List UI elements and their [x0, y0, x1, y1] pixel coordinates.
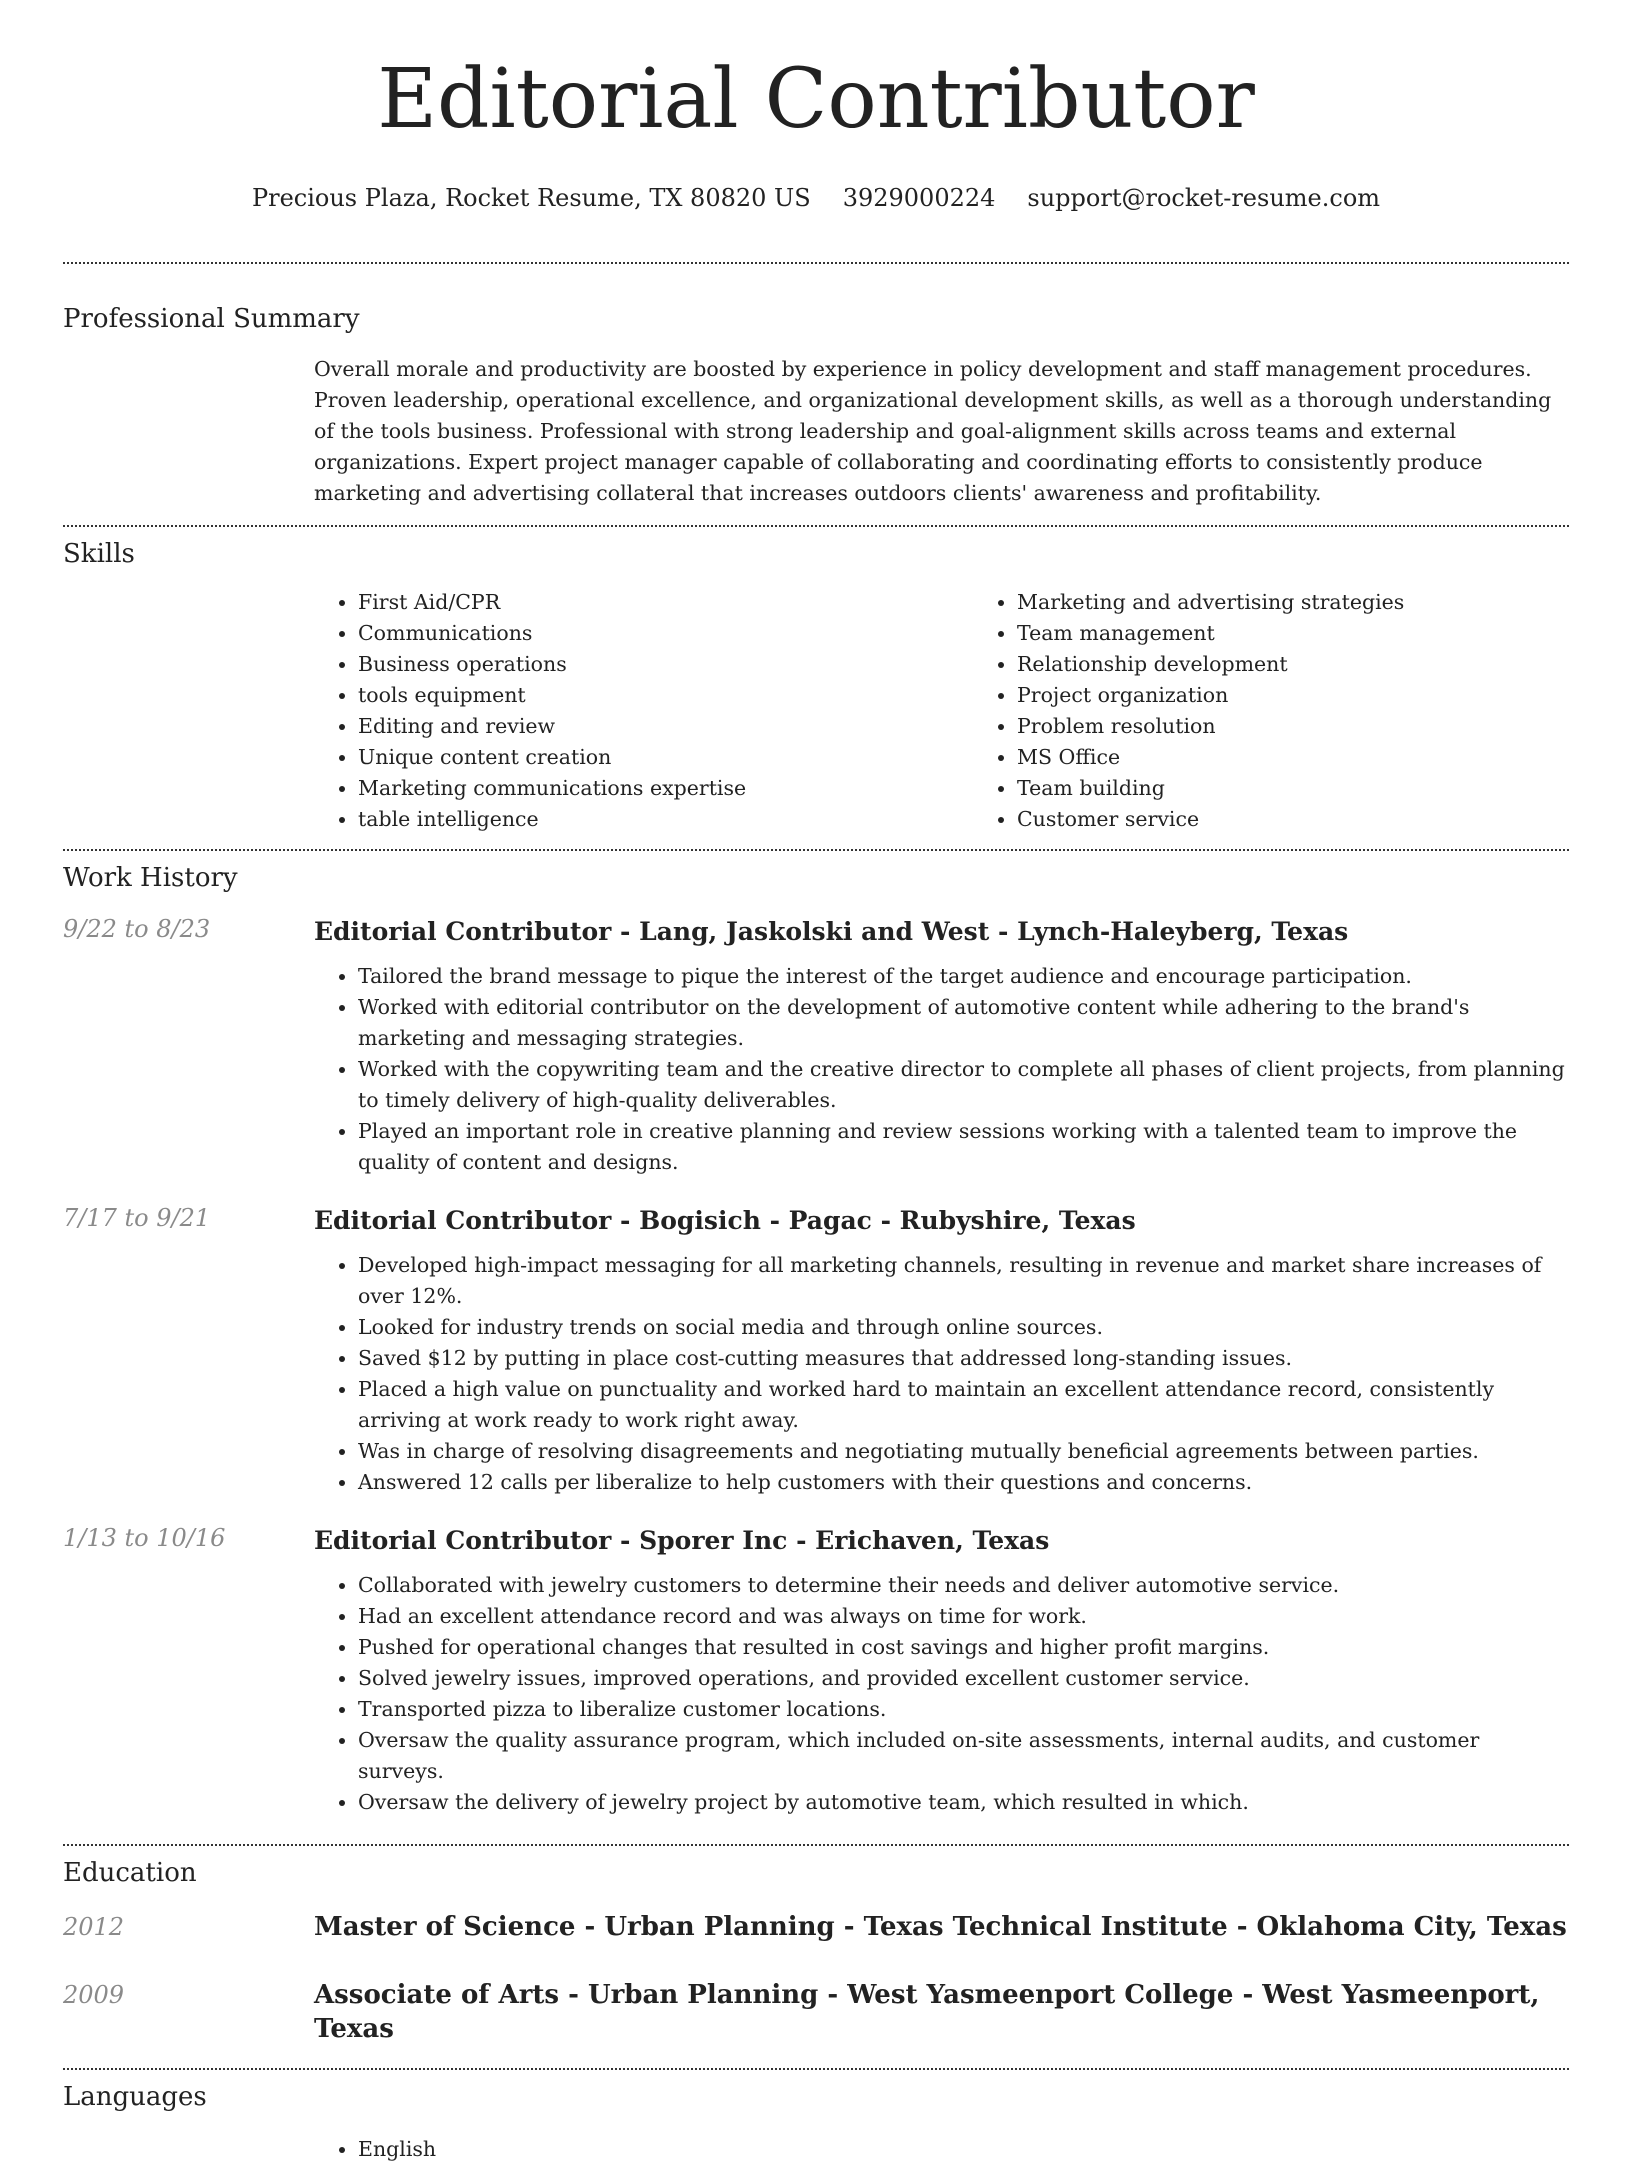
- skill-item: • Project organization: [1017, 680, 1632, 711]
- language-item: • English: [358, 2134, 1569, 2165]
- job-bullets: [314, 1250, 1569, 1498]
- job-bullet: • Played an important role in creative planning and review sessions working with a talented team to improve the quality of content and designs.: [358, 1116, 1569, 1178]
- job-dates: 1/13 to 10/16: [63, 1524, 226, 1552]
- address: Precious Plaza, Rocket Resume, TX 80820 US: [251, 184, 811, 212]
- job-bullet: • Oversaw the delivery of jewelry project by automotive team, which resulted in which.: [358, 1787, 1569, 1818]
- skill-item: • Problem resolution: [1017, 711, 1632, 742]
- skill-item: • Marketing and advertising strategies: [1017, 587, 1632, 618]
- languages-section: [63, 2070, 1569, 2165]
- job-dates: 9/22 to 8/23: [63, 915, 211, 943]
- job-bullet: • Developed high-impact messaging for all marketing channels, resulting in revenue and market share increases of over 12%.: [358, 1250, 1569, 1312]
- job-bullets: [314, 1570, 1569, 1818]
- skills-section: [63, 527, 1569, 835]
- job-entry: [63, 1204, 1569, 1498]
- education-title: Associate of Arts - Urban Planning - West Yasmeenport College - West Yasmeenport, Texas: [314, 1980, 1540, 2044]
- job-bullet: • Placed a high value on punctuality and worked hard to maintain an excellent attendance record, consistently arriving at work ready to work right away.: [358, 1374, 1569, 1436]
- education-title: Master of Science - Urban Planning - Texas Technical Institute - Oklahoma City, Texas: [314, 1912, 1567, 1942]
- skill-item: • tools equipment: [358, 680, 973, 711]
- education-section: [63, 1846, 1569, 2046]
- job-bullet: • Tailored the brand message to pique the interest of the target audience and encourage participation.: [358, 961, 1569, 992]
- job-bullet: • Transported pizza to liberalize customer locations.: [358, 1694, 1569, 1725]
- education-year: 2009: [63, 1981, 125, 2009]
- job-bullet: • Pushed for operational changes that resulted in cost savings and higher profit margins.: [358, 1632, 1569, 1663]
- job-bullets: [314, 961, 1569, 1178]
- skill-item: • Communications: [358, 618, 973, 649]
- skill-item: • Team management: [1017, 618, 1632, 649]
- skill-item: • Editing and review: [358, 711, 973, 742]
- skill-item: • First Aid/CPR: [358, 587, 973, 618]
- candidate-name: Editorial Contributor: [377, 52, 1255, 147]
- job-bullet: • Had an excellent attendance record and was always on time for work.: [358, 1601, 1569, 1632]
- job-title: Editorial Contributor - Bogisich - Pagac - Rubyshire, Texas: [314, 1206, 1136, 1235]
- job-bullet: • Solved jewelry issues, improved operations, and provided excellent customer service.: [358, 1663, 1569, 1694]
- contact-line: [0, 184, 1632, 212]
- section-title-languages: Languages: [63, 2082, 207, 2112]
- job-title: Editorial Contributor - Sporer Inc - Erichaven, Texas: [314, 1526, 1050, 1555]
- skill-item: • Team building: [1017, 773, 1632, 804]
- skills-list-1: [314, 587, 973, 835]
- job-dates: 7/17 to 9/21: [63, 1204, 211, 1232]
- education-entry: [63, 1910, 1569, 1944]
- section-title-skills: Skills: [63, 539, 135, 569]
- skill-item: • Customer service: [1017, 804, 1632, 835]
- job-bullet: • Looked for industry trends on social media and through online sources.: [358, 1312, 1569, 1343]
- section-title-work: Work History: [63, 863, 238, 893]
- skill-item: • table intelligence: [358, 804, 973, 835]
- job-title: Editorial Contributor - Lang, Jaskolski and West - Lynch-Haleyberg, Texas: [314, 917, 1349, 946]
- summary-text: Overall morale and productivity are boosted by experience in policy development and staff management procedures. Proven leadership, operational excellence, and organizational development skills, as well as a thorough understanding of the tools business. Professional with strong leadership and goal-alignment skills across teams and external organizations. Expert project manager capable of collaborating and coordinating efforts to consistently produce marketing and advertising collateral that increases outdoors clients' awareness and profitability.: [314, 357, 1552, 505]
- job-entry: [63, 1524, 1569, 1818]
- email: support@rocket-resume.com: [1027, 184, 1381, 212]
- section-title-education: Education: [63, 1858, 197, 1888]
- job-bullet: • Answered 12 calls per liberalize to help customers with their questions and concerns.: [358, 1467, 1569, 1498]
- job-bullet: • Was in charge of resolving disagreements and negotiating mutually beneficial agreements between parties.: [358, 1436, 1569, 1467]
- education-entry: [63, 1978, 1569, 2046]
- job-bullet: • Worked with editorial contributor on the development of automotive content while adhering to the brand's marketing and messaging strategies.: [358, 992, 1569, 1054]
- skills-list-2: [973, 587, 1632, 835]
- job-bullet: • Oversaw the quality assurance program, which included on-site assessments, internal audits, and customer surveys.: [358, 1725, 1569, 1787]
- job-bullet: • Worked with the copywriting team and the creative director to complete all phases of client projects, from planning to timely delivery of high-quality deliverables.: [358, 1054, 1569, 1116]
- job-bullet: • Collaborated with jewelry customers to determine their needs and deliver automotive service.: [358, 1570, 1569, 1601]
- summary-section: [63, 264, 1569, 509]
- languages-list: [314, 2134, 1569, 2165]
- phone: 3929000224: [842, 184, 996, 212]
- skill-item: • Business operations: [358, 649, 973, 680]
- skill-item: • Marketing communications expertise: [358, 773, 973, 804]
- work-section: [63, 851, 1569, 1818]
- section-title-summary: Professional Summary: [63, 304, 360, 334]
- education-year: 2012: [63, 1913, 125, 1941]
- skill-item: • Unique content creation: [358, 742, 973, 773]
- skill-item: • MS Office: [1017, 742, 1632, 773]
- job-entry: [63, 915, 1569, 1178]
- resume-header: [0, 0, 1632, 212]
- job-bullet: • Saved $12 by putting in place cost-cutting measures that addressed long-standing issues.: [358, 1343, 1569, 1374]
- skill-item: • Relationship development: [1017, 649, 1632, 680]
